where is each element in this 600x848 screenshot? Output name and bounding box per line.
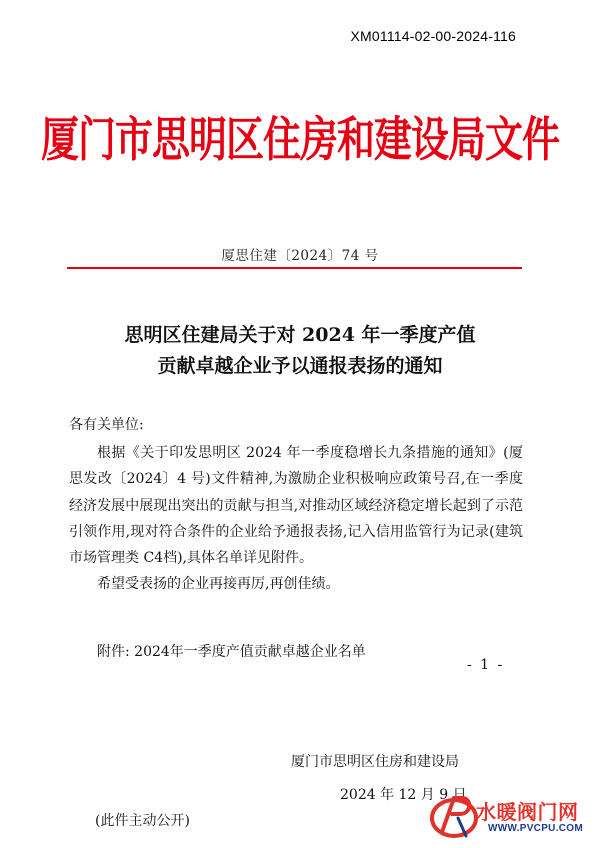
issuing-authority-header: 厦门市思明区住房和建设局文件 (40, 111, 559, 168)
issuer-signature: 厦门市思明区住房和建设局 (291, 754, 459, 770)
site-watermark (424, 792, 594, 842)
watermark-logo-icon (428, 792, 480, 840)
file-number: 厦思住建〔2024〕74 号 (221, 248, 379, 264)
salutation: 各有关单位: (69, 417, 144, 433)
page-number: - 1 - (467, 657, 505, 673)
watermark-text: 水暖阀门网 (476, 800, 579, 824)
notice-title-line-1: 思明区住建局关于对 2024 年一季度产值 (124, 324, 476, 346)
body-paragraph-1: 根据《关于印发思明区 2024 年一季度稳增长九条措施的通知》(厦思发改〔2024〕4 号)文件精神,为激励企业积极响应政策号召,在一季度经济发展中展现出突出的贡献与担当,对推动区域经济稳定增长起到了示范引领作用,现对符合条件的企业给予通报表扬,记入信用监管行为记录(建筑市场管理类 C4档),具体名单详见附件。 (69, 445, 523, 567)
watermark-url: WWW.PVCPU.COM (488, 823, 584, 834)
issue-date: 2024 年 12 月 9 日 (340, 787, 467, 803)
attachment-note: 附件: 2024年一季度产值贡献卓越企业名单 (97, 644, 366, 660)
body-paragraph-2: 希望受表扬的企业再接再厉,再创佳绩。 (97, 576, 340, 593)
notice-body (69, 440, 523, 598)
document-serial-number: XM01114-02-00-2024-116 (350, 28, 516, 44)
red-divider-line (67, 267, 522, 269)
disclosure-note: (此件主动公开) (95, 813, 190, 829)
notice-title-line-2: 贡献卓越企业予以通报表扬的通知 (157, 355, 443, 377)
